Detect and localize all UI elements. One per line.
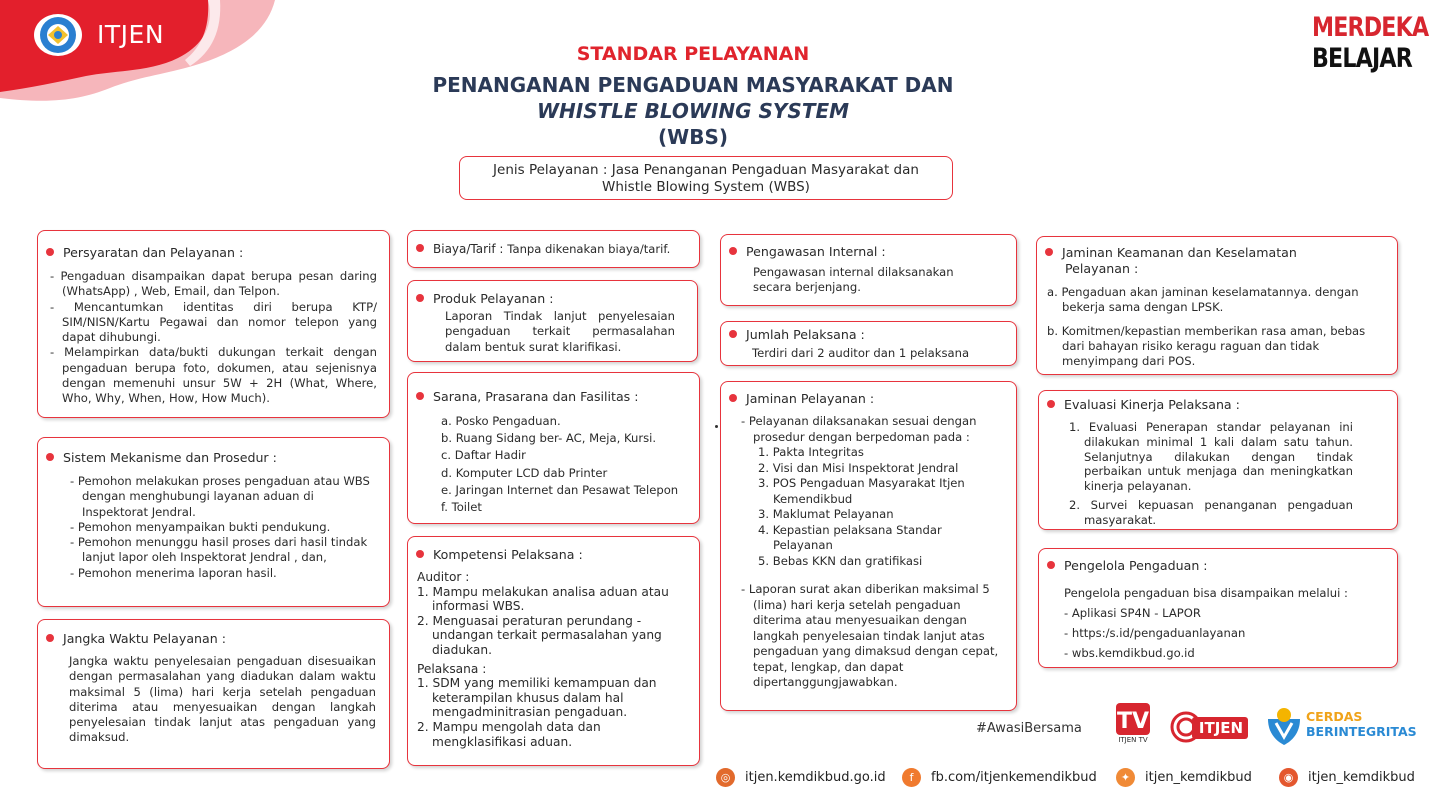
title-line-2: WHISTLE BLOWING SYSTEM — [536, 99, 850, 123]
jaminan-keamanan-card — [1036, 236, 1398, 375]
bullet-dot-icon — [416, 550, 424, 558]
pengelola-card — [1038, 548, 1398, 668]
bullet-dot-icon — [46, 453, 54, 461]
pengelola-intro: Pengelola pengaduan bisa disampaikan melalui : — [1064, 586, 1348, 600]
sistem-card — [37, 437, 390, 607]
pelaksana-label: Pelaksana : — [417, 661, 487, 676]
list-item: - Pemohon melakukan proses pengaduan atau WBS dengan menghubungi layanan aduan di Inspektorat Jendral. — [70, 474, 370, 519]
biaya-title: Biaya/Tarif : — [433, 242, 504, 256]
radio-label: ITJEN — [1198, 719, 1244, 737]
merdeka-word: MERDEKA — [1312, 12, 1429, 43]
list-item: - Pemohon menyampaikan bukti pendukung. — [70, 519, 331, 534]
bullet-dot-icon — [729, 247, 737, 255]
footer-facebook-link[interactable]: f fb.com/itjenkemendikbud — [902, 768, 1097, 787]
bullet-dot-icon — [46, 248, 54, 256]
list-item: 2. Menguasai peraturan perundang - undangan terkait permasalahan yang diadukan. — [417, 613, 662, 657]
instagram-icon: ◉ — [1279, 768, 1298, 787]
list-item: 3. Maklumat Pelayanan — [758, 507, 894, 521]
list-item: 2. Mampu mengolah data dan mengklasifikasi aduan. — [417, 719, 601, 749]
jaminan-pelayanan-body — [741, 414, 1003, 691]
cerdas-word: CERDAS — [1306, 709, 1363, 724]
facebook-icon: f — [902, 768, 921, 787]
jaminan-intro: - Pelayanan dilaksanakan sesuai dengan prosedur dengan berpedoman pada : — [741, 414, 977, 444]
pengawasan-card — [720, 234, 1017, 306]
auditor-label: Auditor : — [417, 570, 470, 584]
bullet-dot-icon — [46, 634, 54, 642]
list-item: d. Komputer LCD dab Printer — [441, 465, 608, 480]
itjen-tv-logo — [1114, 703, 1152, 747]
list-item: - https:/s.id/pengaduanlayanan — [1064, 626, 1246, 640]
jangka-waktu-card — [37, 619, 390, 769]
belajar-word: BELAJAR — [1312, 43, 1412, 74]
list-item: - Melampirkan data/bukti dukungan terkait dengan pengaduan berupa foto, dokumen, atau sejenisnya dengan memenuhi unsur 5W + 2H (What, Where, Who, Why, When, How, How Much). — [50, 345, 377, 406]
evaluasi-title: Evaluasi Kinerja Pelaksana : — [1047, 397, 1240, 412]
evaluasi-card — [1038, 390, 1398, 530]
kompetensi-title: Kompetensi Pelaksana : — [416, 547, 583, 562]
list-item: - wbs.kemdikbud.go.id — [1064, 646, 1195, 660]
persyaratan-title: Persyaratan dan Pelayanan : — [46, 245, 243, 260]
jumlah-card — [720, 321, 1017, 366]
jangka-title: Jangka Waktu Pelayanan : — [46, 631, 226, 646]
brand-name: ITJEN — [97, 20, 165, 49]
title-line-3: (WBS) — [658, 125, 728, 149]
pengawasan-title: Pengawasan Internal : — [729, 244, 886, 259]
bullet-dot-icon — [416, 392, 424, 400]
list-item: 1. Pakta Integritas — [758, 445, 864, 459]
jangka-text: Jangka waktu penyelesaian pengaduan disesuaikan dengan permasalahan yang diadukan dalam waktu maksimal 5 (lima) hari kerja setelah pengaduan diterima atau menyesuaikan dengan langkah penyelesaian tindak lanjut atas pengaduan yang dimaksud. — [69, 654, 376, 745]
list-item: 2. Visi dan Misi Inspektorat Jendral — [758, 460, 959, 475]
list-item: - Mencantumkan identitas diri berupa KTP/ SIM/NISN/Kartu Pegawai dan nomor telepon yang dapat dihubungi. — [50, 299, 377, 345]
jenis-pelayanan-box — [459, 156, 953, 200]
list-item: 4. Kepastian pelaksana Standar Pelayanan — [758, 522, 942, 552]
jumlah-title: Jumlah Pelaksana : — [729, 327, 865, 342]
cerdas-berintegritas-logo — [1262, 703, 1422, 747]
persyaratan-card — [37, 230, 390, 418]
evaluasi-list — [1069, 420, 1353, 528]
jaminan-outro: - Laporan surat akan diberikan maksimal 5 (lima) hari kerja setelah pengaduan diterima atau menyesuaikan dengan langkah penyelesaian tindak lanjut atas pengaduan yang dimaksud dengan cepat, tepat, lengkap, dan dapat dipertanggungjawabkan. — [741, 582, 999, 689]
produk-card — [407, 280, 698, 362]
page-title — [0, 72, 1386, 150]
list-item: 1. Mampu melakukan analisa aduan atau informasi WBS. — [417, 584, 669, 614]
globe-icon: ◎ — [716, 768, 735, 787]
list-item: e. Jaringan Internet dan Pesawat Telepon — [441, 482, 679, 497]
kompetensi-card — [407, 536, 700, 766]
svg-text:TV: TV — [1116, 709, 1150, 734]
title-line-1: PENANGANAN PENGADUAN MASYARAKAT DAN — [432, 73, 954, 97]
sarana-title: Sarana, Prasarana dan Fasilitas : — [416, 389, 638, 404]
page-title-red: STANDAR PELAYANAN — [576, 43, 810, 65]
bullet-dot-icon — [729, 330, 737, 338]
pengelola-title: Pengelola Pengaduan : — [1047, 558, 1208, 573]
list-item: 5. Bebas KKN dan gratifikasi — [758, 553, 923, 568]
jumlah-text: Terdiri dari 2 auditor dan 1 pelaksana — [752, 346, 970, 360]
list-item: c. Daftar Hadir — [441, 448, 526, 463]
list-item: - Pemohon menerima laporan hasil. — [70, 565, 277, 580]
list-item: - Aplikasi SP4N - LAPOR — [1064, 606, 1201, 620]
jaminan-list — [741, 445, 1003, 569]
jaminan-pelayanan-card — [720, 381, 1017, 711]
bullet-dot-icon — [416, 244, 424, 252]
jaminan-keamanan-list — [1047, 285, 1382, 369]
bullet-dot-icon — [416, 294, 424, 302]
pengelola-body — [1064, 583, 1384, 663]
bullet-dot-icon — [1047, 400, 1055, 408]
jaminan-keamanan-title: Jaminan Keamanan dan Keselamatan Pelayanan : — [1045, 245, 1297, 277]
twitter-icon: ✦ — [1116, 768, 1135, 787]
kompetensi-body — [417, 570, 689, 749]
footer-web-link[interactable]: ◎ itjen.kemdikbud.go.id — [716, 768, 886, 787]
sistem-list — [70, 474, 370, 581]
hashtag: #AwasiBersama — [976, 721, 1082, 736]
list-item: 2. Survei kepuasan penanganan pengaduan masyarakat. — [1069, 497, 1353, 527]
list-item: a. Pengaduan akan jaminan keselamatannya. dengan bekerja sama dengan LPSK. — [1047, 285, 1359, 315]
list-item: b. Ruang Sidang ber- AC, Meja, Kursi. — [441, 431, 657, 446]
list-item: f. Toilet — [441, 500, 482, 515]
bullet-dot-icon — [1047, 561, 1055, 569]
pengawasan-text: Pengawasan internal dilaksanakan secara berjenjang. — [753, 265, 954, 295]
berintegritas-word: BERINTEGRITAS — [1306, 724, 1417, 739]
stray-dot — [715, 425, 718, 428]
jaminan-pelayanan-title: Jaminan Pelayanan : — [729, 391, 874, 406]
biaya-row — [416, 242, 670, 257]
jenis-line-1: Jenis Pelayanan : Jasa Penanganan Pengaduan Masyarakat dan — [493, 162, 919, 178]
persyaratan-list — [50, 269, 377, 407]
sistem-title: Sistem Mekanisme dan Prosedur : — [46, 450, 277, 465]
list-item: - Pemohon menunggu hasil proses dari hasil tindak lanjut lapor oleh Inspektorat Jendral , dan, — [70, 535, 368, 565]
produk-text: Laporan Tindak lanjut penyelesaian pengaduan terkait permasalahan dalam bentuk surat klarifikasi. — [445, 309, 675, 354]
jenis-line-2: Whistle Blowing System (WBS) — [602, 179, 810, 195]
list-item: 1. SDM yang memiliki kemampuan dan keterampilan khusus dalam hal mengadminitrasian pengaduan. — [417, 676, 657, 720]
biaya-card — [407, 230, 700, 268]
list-item: a. Posko Pengaduan. — [441, 414, 561, 428]
tv-label: ITJEN TV — [1118, 736, 1148, 744]
list-item: b. Komitmen/kepastian memberikan rasa aman, bebas dari bahayan risiko keragu raguan dan tidak menyimpang dari POS. — [1047, 323, 1366, 369]
radio-itjen-logo — [1170, 703, 1252, 747]
sarana-card — [407, 372, 700, 524]
sarana-list — [441, 413, 699, 516]
list-item: - Pengaduan disampaikan dapat berupa pesan daring (WhatsApp) , Web, Email, dan Telpon. — [50, 269, 377, 299]
list-item: 3. POS Pengaduan Masyarakat Itjen Kemendikbud — [758, 476, 965, 506]
footer-instagram-link[interactable]: ◉ itjen_kemdikbud — [1279, 768, 1415, 787]
biaya-text: Tanpa dikenakan biaya/tarif. — [507, 242, 671, 256]
bullet-dot-icon — [1045, 248, 1053, 256]
list-item: 1. Evaluasi Penerapan standar pelayanan ini dilakukan minimal 1 kali dalam satu tahun. Selanjutnya dilakukan dengan tindak perbaikan untuk menjaga dan meningkatkan kinerja pelayanan. — [1069, 420, 1353, 494]
footer-twitter-link[interactable]: ✦ itjen_kemdikbud — [1116, 768, 1252, 787]
bullet-dot-icon — [729, 394, 737, 402]
produk-title: Produk Pelayanan : — [416, 291, 553, 306]
